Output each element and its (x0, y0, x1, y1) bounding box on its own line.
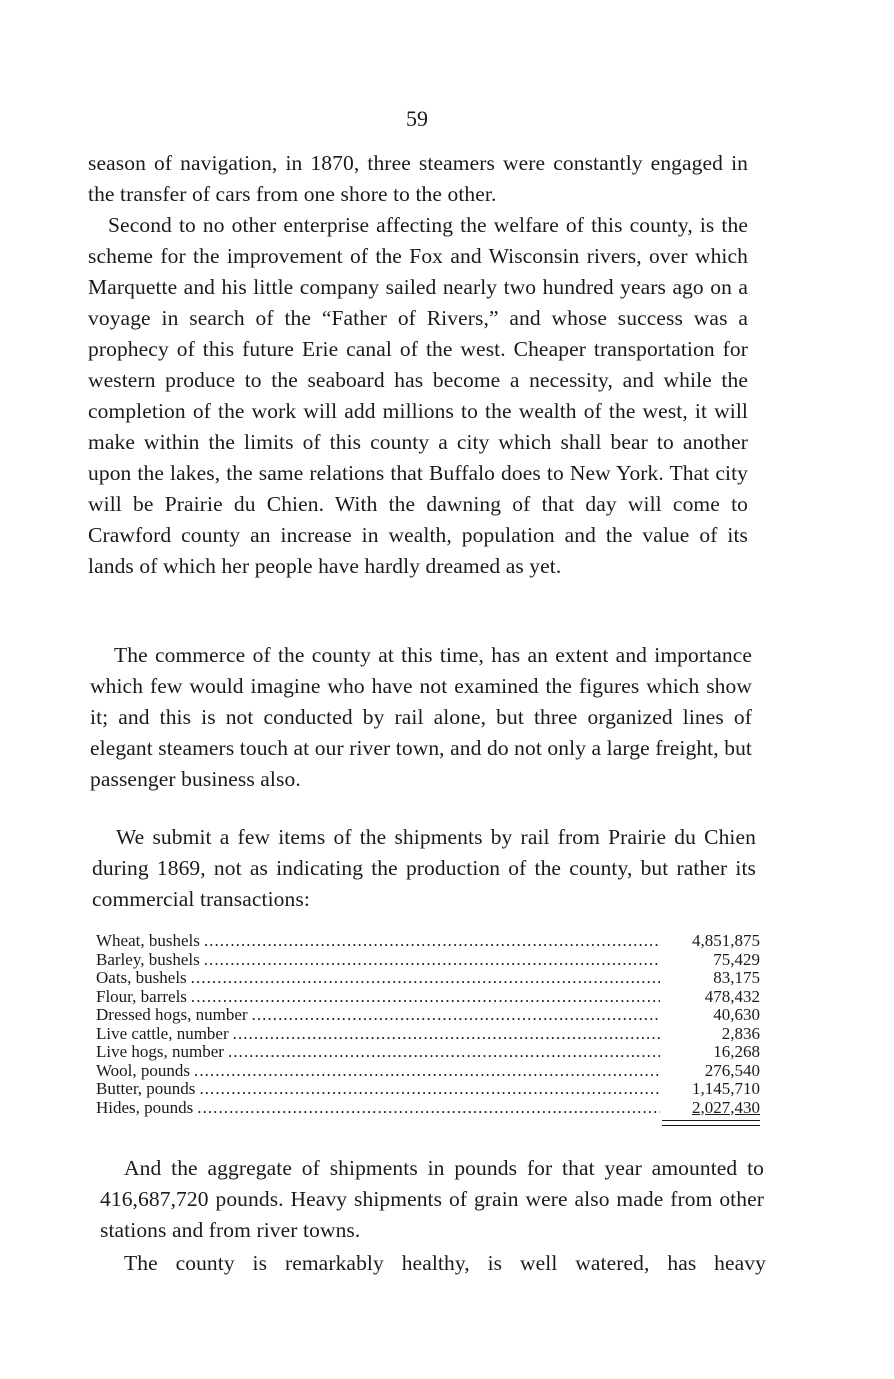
table-row (96, 988, 760, 1007)
paragraph-commerce: The commerce of the county at this time, has an extent and importance which few would imagine who have not examined the figures which show it; and this is not conducted by rail alone, but three organized lines of elegant steamers touch at our river town, and do not only a large freight, but passenger business also. (90, 643, 752, 791)
shipment-label: Hides, pounds (96, 1097, 194, 1117)
dot-leader (199, 1080, 660, 1099)
shipment-label: Live cattle, number (96, 1023, 229, 1043)
table-row (96, 1006, 760, 1025)
dot-leader (204, 951, 660, 970)
dot-leader (233, 1025, 660, 1044)
shipment-value: 2,836 (721, 1023, 760, 1043)
shipment-label: Live hogs, number (96, 1042, 224, 1061)
shipment-label: Flour, barrels (96, 986, 187, 1006)
shipment-value: 1,145,710 (692, 1079, 760, 1098)
shipment-label: Dressed hogs, number (96, 1005, 248, 1024)
dot-leader (191, 988, 660, 1007)
table-row (96, 1043, 760, 1062)
shipment-value: 276,540 (704, 1060, 760, 1080)
shipments-table (96, 932, 760, 1126)
shipment-value: 478,432 (704, 986, 760, 1006)
shipment-value: 4,851,875 (692, 931, 760, 950)
dot-leader (204, 932, 660, 951)
table-row (96, 969, 760, 988)
table-row (96, 932, 760, 951)
shipment-label: Barley, bushels (96, 949, 200, 969)
shipment-value: 16,268 (713, 1042, 760, 1061)
shipment-value: 83,175 (713, 968, 760, 987)
shipment-label: Butter, pounds (96, 1079, 196, 1098)
paragraph-aggregate: And the aggregate of shipments in pounds for that year amounted to 416,687,720 pounds. Heavy shipments of grain were also made from other stations and from river towns. (100, 1156, 764, 1242)
dot-leader (228, 1043, 660, 1062)
page-number: 59 (406, 106, 428, 131)
dot-leader (191, 969, 660, 988)
dot-leader (252, 1006, 660, 1025)
paragraph-navigation: season of navigation, in 1870, three steamers were constantly engaged in the transfer of cars from one shore to the other. (88, 151, 748, 206)
table-row (96, 1062, 760, 1081)
table-row (96, 1099, 760, 1118)
shipment-label: Wool, pounds (96, 1060, 191, 1080)
table-row (96, 1025, 760, 1044)
paragraph-shipments-intro: We submit a few items of the shipments by rail from Prairie du Chien during 1869, not as indicating the production of the county, but rather its commercial transactions: (92, 825, 756, 911)
paragraph-health: The county is remarkably healthy, is well watered, has heavy (124, 1251, 766, 1275)
paragraph-fox-wisconsin-improvement: Second to no other enterprise affecting the welfare of this county, is the scheme for the improvement of the Fox and Wisconsin rivers, over which Marquette and his little company sailed nearly two hundred years ago on a voyage in search of the “Father of Rivers,” and whose success was a prophecy of this future Erie canal of the west. Cheaper transportation for western produce to the seaboard has become a necessity, and while the completion of the work will add millions to the wealth of the west, it will make within the limits of this county a city which shall bear to another upon the lakes, the same relations that Buffalo does to New York. That city will be Prairie du Chien. With the dawning of that day will come to Crawford county an increase in wealth, population and the value of its lands of which her people have hardly dreamed as yet. (88, 213, 748, 578)
dot-leader (197, 1099, 660, 1118)
shipment-label: Wheat, bushels (96, 931, 200, 950)
total-double-rule (662, 1120, 760, 1126)
dot-leader (194, 1062, 660, 1081)
table-row (96, 1080, 760, 1099)
shipment-label: Oats, bushels (96, 968, 187, 987)
shipment-value: 75,429 (713, 949, 760, 969)
table-row (96, 951, 760, 970)
shipment-value: 40,630 (713, 1005, 760, 1024)
shipment-value: 2,027,430 (692, 1097, 760, 1117)
